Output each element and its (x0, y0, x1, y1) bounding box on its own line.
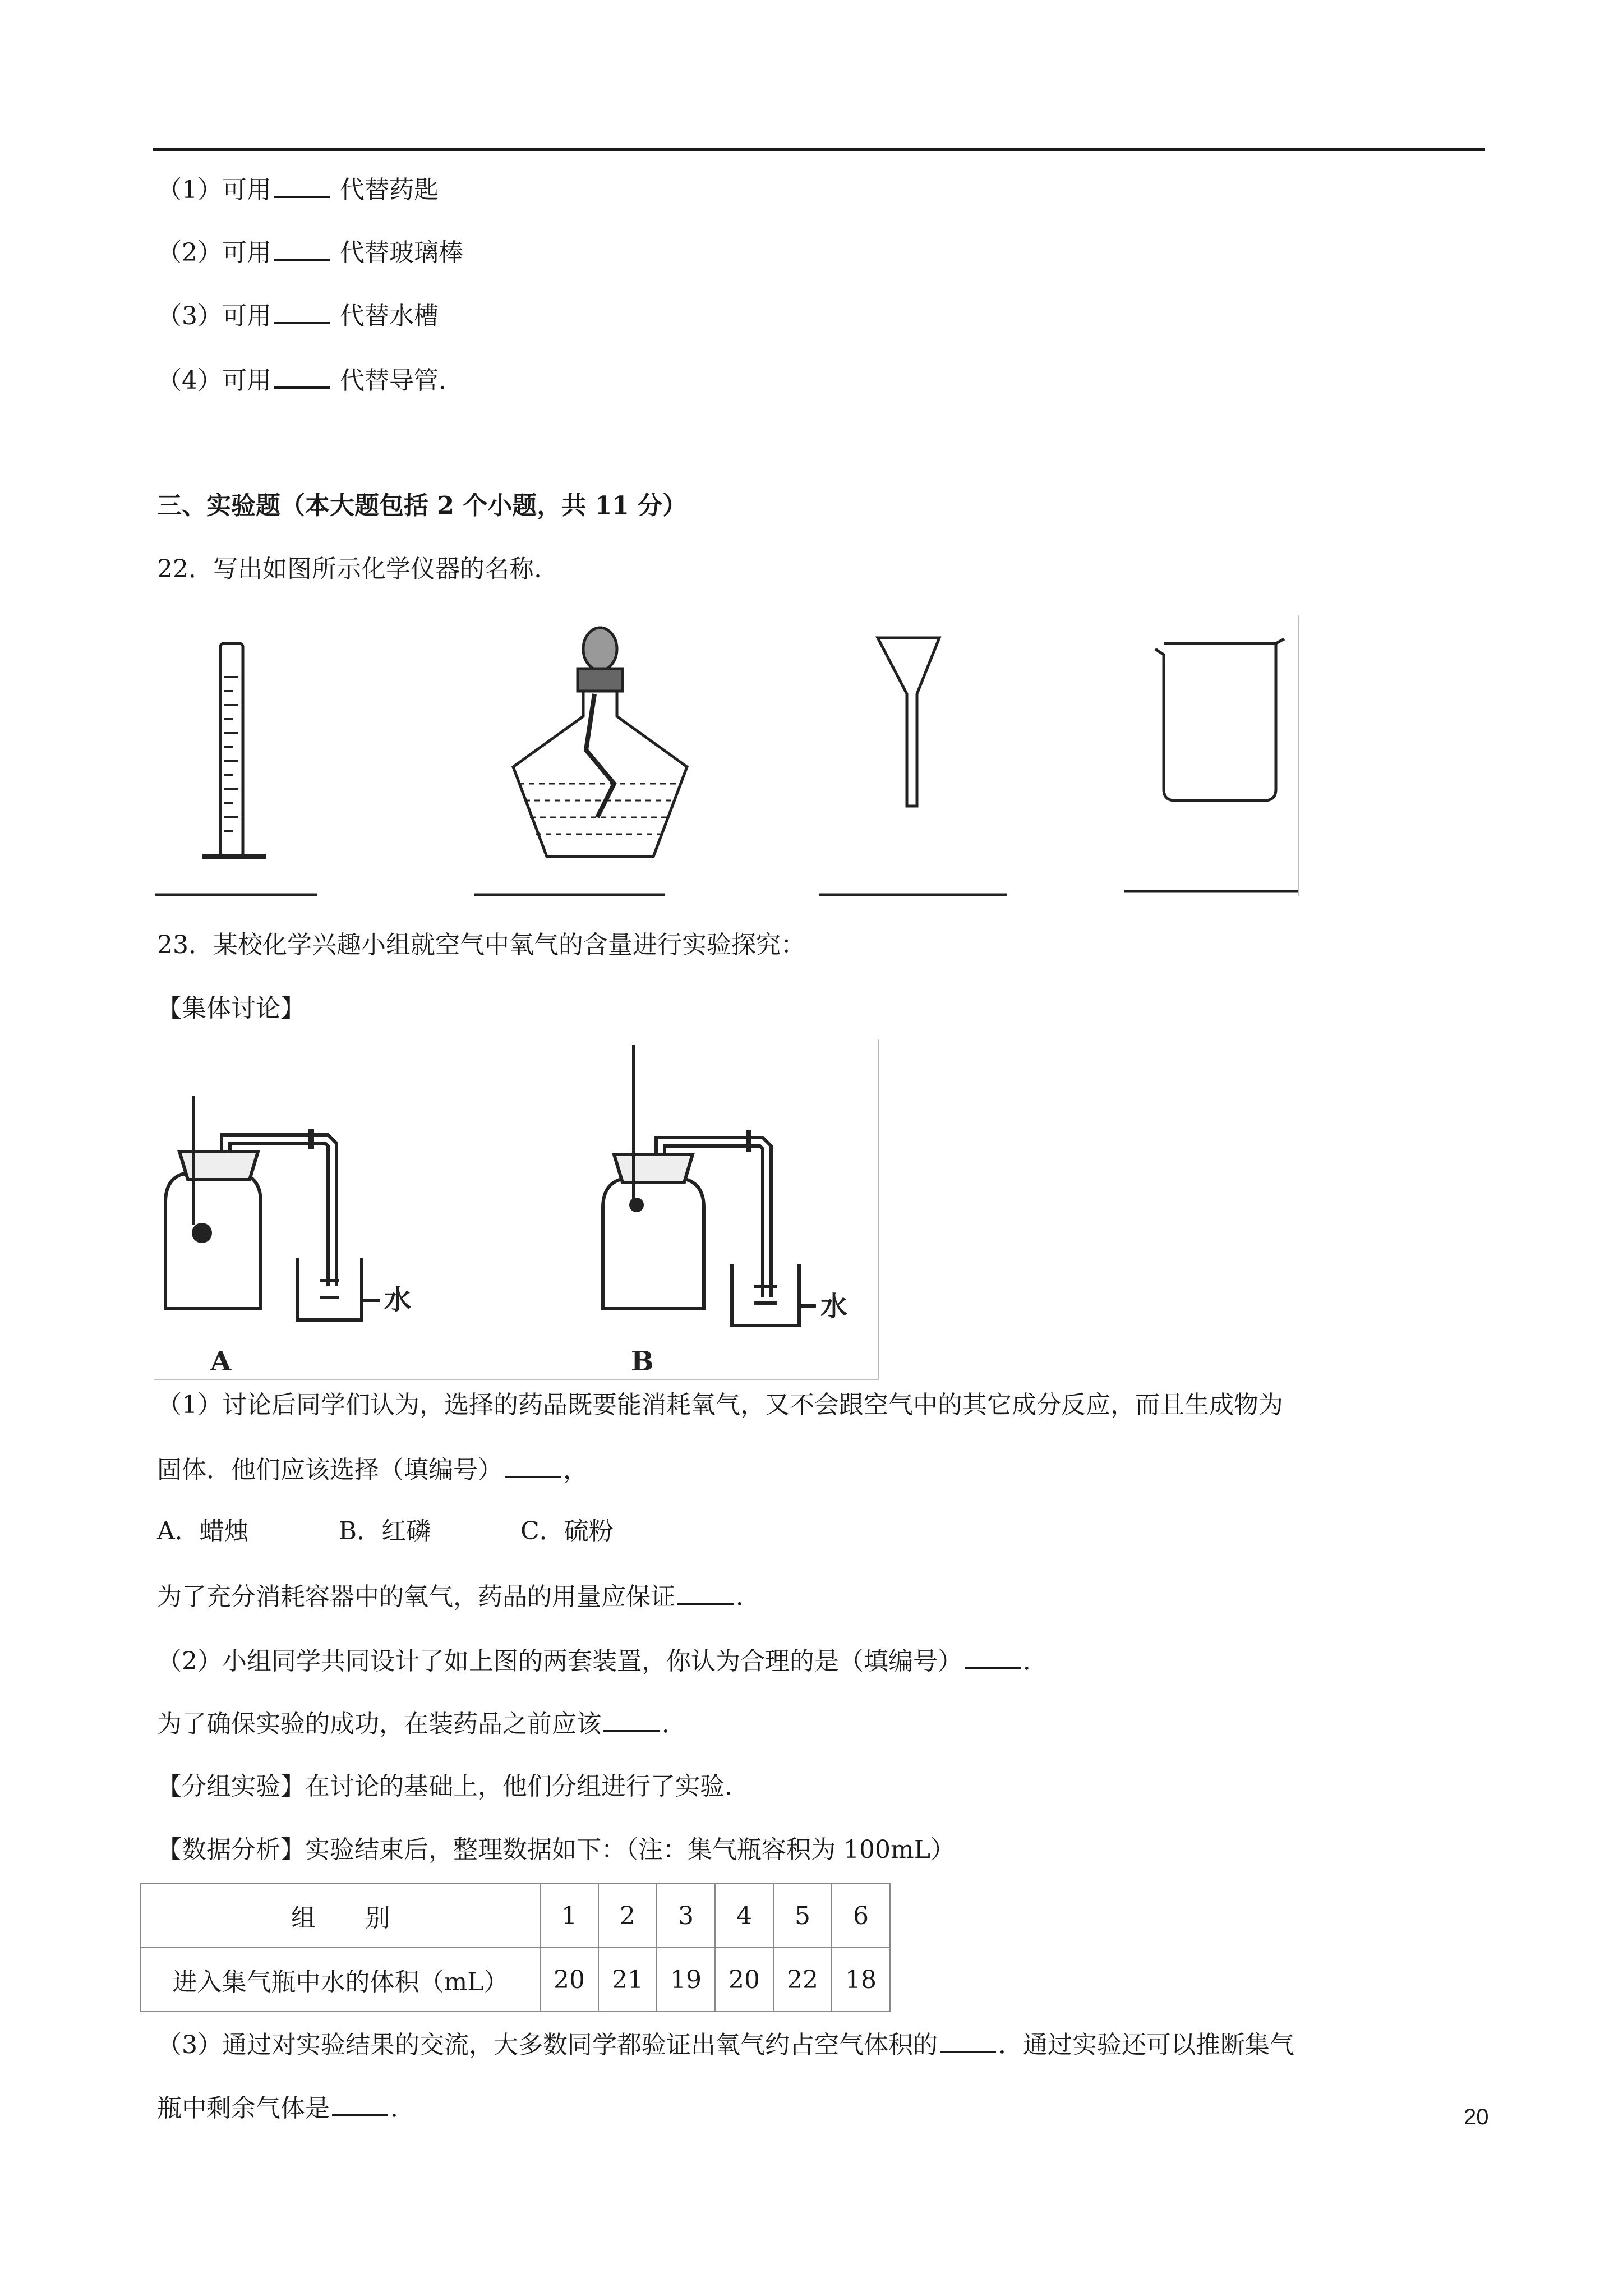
instrument-figure (154, 615, 1299, 896)
table-cell: 5 (773, 1884, 832, 1948)
apparatus-a (165, 1096, 380, 1320)
table-row (141, 1948, 890, 2012)
section-title: 三、实验题（本大题包括 2 个小题，共 11 分） (157, 491, 688, 520)
label-b: B (631, 1346, 654, 1377)
q23-p2-line1: （2）小组同学共同设计了如上图的两套装置，你认为合理的是（填编号） ． (157, 1642, 1048, 1678)
table-cell: 2 (598, 1884, 657, 1948)
graduated-cylinder-icon (202, 643, 266, 857)
q21-item-2: （2）可用 代替玻璃棒 (157, 234, 463, 270)
q22-question: 22．写出如图所示化学仪器的名称. (157, 555, 542, 583)
q23-p1-line3: 为了充分消耗容器中的氧气，药品的用量应保证 ． (157, 1578, 760, 1614)
apparatus-b (603, 1045, 816, 1326)
page-number: 20 (1464, 2105, 1489, 2129)
q23-p3-line1: （3）通过对实验结果的交流，大多数同学都验证出氧气约占空气体积的 ．通过实验还可以推断集气 (157, 2026, 1294, 2062)
beaker-icon (1155, 639, 1284, 800)
table-cell: 6 (832, 1884, 890, 1948)
q23-p2-line2: 为了确保实验的成功，在装药品之前应该 ． (157, 1705, 686, 1741)
table-header-label: 组 别 (141, 1884, 540, 1948)
funnel-icon (878, 638, 939, 806)
table-cell: 20 (715, 1948, 773, 2012)
table-row-label: 进入集气瓶中水的体积（mL） (141, 1948, 540, 2012)
table-cell: 18 (832, 1948, 890, 2012)
table-cell: 19 (657, 1948, 715, 2012)
apparatus-figure (154, 1039, 879, 1380)
q23-p1-line2: 固体．他们应该选择（填编号） ， (157, 1451, 588, 1487)
q21-item-1: （1）可用 代替药匙 (157, 171, 439, 207)
label-a: A (210, 1346, 232, 1377)
table-cell: 3 (657, 1884, 715, 1948)
option-b: B．红磷 (338, 1517, 431, 1545)
q21-item-4: （4）可用 代替导管. (157, 362, 446, 398)
alcohol-lamp-icon (513, 628, 687, 857)
q21-item-3: （3）可用 代替水槽 (157, 297, 439, 333)
data-table (140, 1883, 891, 2012)
table-cell: 4 (715, 1884, 773, 1948)
table-cell: 20 (540, 1948, 598, 2012)
header-rule (153, 148, 1485, 151)
table-cell: 1 (540, 1884, 598, 1948)
table-cell: 21 (598, 1948, 657, 2012)
q23-p3-line2: 瓶中剩余气体是 ． (157, 2090, 415, 2125)
q23-options (157, 1515, 614, 1548)
discussion-heading: 【集体讨论】 (157, 994, 305, 1023)
q23-p1-line1: （1）讨论后同学们认为，选择的药品既要能消耗氧气，又不会跟空气中的其它成分反应，而且生成物为 (157, 1391, 1283, 1419)
water-label-b: 水 (820, 1291, 848, 1322)
water-label-a: 水 (384, 1284, 412, 1315)
table-row (141, 1884, 890, 1948)
data-analysis: 【数据分析】实验结束后，整理数据如下：（注：集气瓶容积为 100mL） (157, 1835, 955, 1864)
option-a: A．蜡烛 (157, 1517, 249, 1545)
group-experiment: 【分组实验】在讨论的基础上，他们分组进行了实验． (157, 1772, 749, 1801)
option-c: C．硫粉 (520, 1517, 614, 1545)
q23-intro: 23．某校化学兴趣小组就空气中氧气的含量进行实验探究： (157, 931, 805, 959)
table-cell: 22 (773, 1948, 832, 2012)
